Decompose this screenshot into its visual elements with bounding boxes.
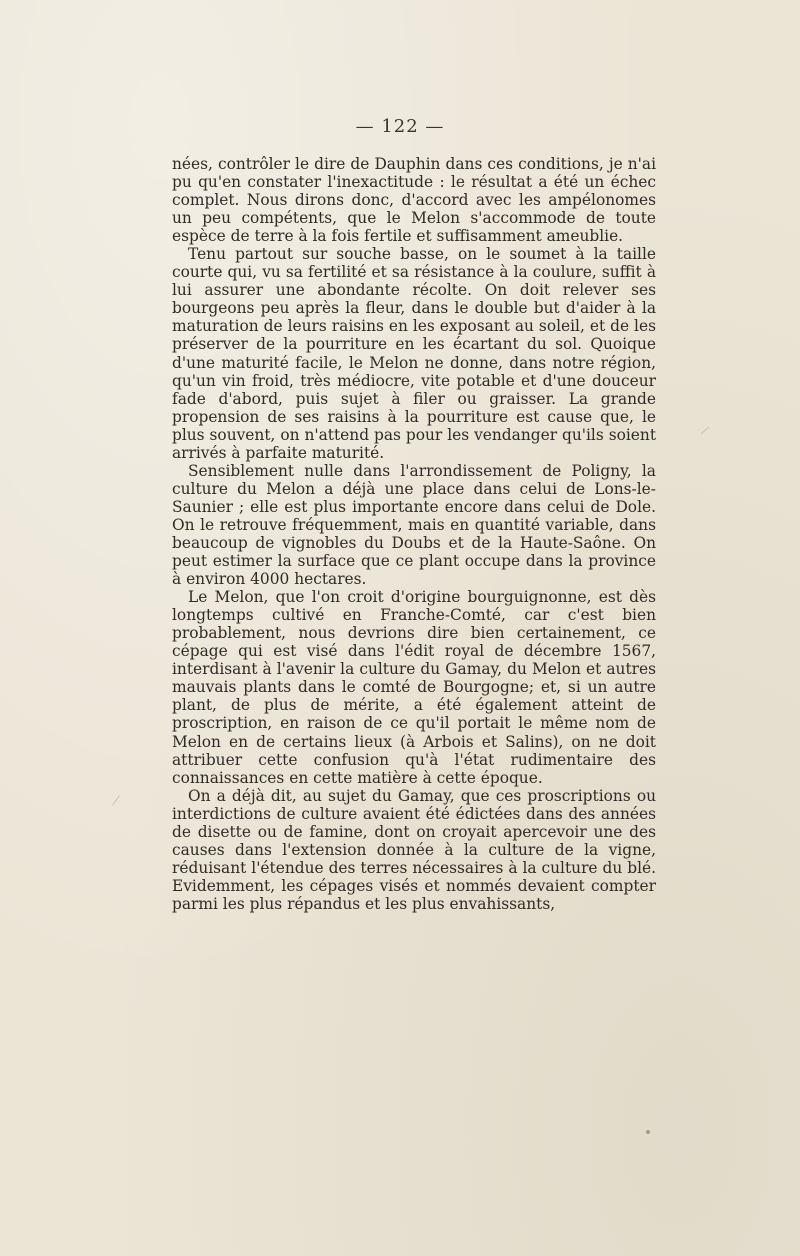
paragraph-1: nées, contrôler le dire de Dauphin dans ces conditions, je n'ai pu qu'en constater l'inexactitude : le résultat a été un échec complet. Nous dirons donc, d'accord avec les ampélonomes un peu compétents, que le Melon s'accommode de toute espèce de terre à la fois fertile et suffisamment ameublie. — [172, 155, 656, 246]
paragraph-5: On a déjà dit, au sujet du Gamay, que ces proscriptions ou interdictions de culture avaient été édictées dans des années de disette ou de famine, dont on croyait apercevoir une des causes dans l'extension donnée à la culture de la vigne, réduisant l'étendue des terres nécessaires à la culture du blé. Evidemment, les cépages visés et nommés devaient compter parmi les plus répandus et les plus envahissants, — [172, 786, 656, 913]
body-text — [172, 155, 656, 913]
paragraph-2: Tenu partout sur souche basse, on le soumet à la taille courte qui, vu sa fertilité et sa résistance à la coulure, suffit à lui assurer une abondante récolte. On doit relever ses bourgeons peu après la fleur, dans le double but d'aider à la maturation de leurs raisins en les exposant au soleil, et de les préserver de la pourriture en les écartant du sol. Quoique d'une maturité facile, le Melon ne donne, dans notre région, qu'un vin froid, très médiocre, vite potable et d'une douceur fade d'abord, puis sujet à filer ou graisser. La grande propension de ses raisins à la pourriture est cause que, le plus souvent, on n'attend pas pour les vendanger qu'ils soient arrivés à parfaite maturité. — [172, 245, 656, 462]
paragraph-3: Sensiblement nulle dans l'arrondissement de Poligny, la culture du Melon a déjà une place dans celui de Lons-le-Saunier ; elle est plus importante encore dans celui de Dole. On le retrouve fréquemment, mais en quantité variable, dans beaucoup de vignobles du Doubs et de la Haute-Saône. On peut estimer la surface que ce plant occupe dans la province à environ 4000 hectares. — [172, 461, 656, 589]
paragraph-4: Le Melon, que l'on croit d'origine bourguignonne, est dès longtemps cultivé en Franche-Comté, car c'est bien probablement, nous devrions dire bien certainement, ce cépage qui est visé dans l'édit royal de décembre 1567, interdisant à l'avenir la culture du Gamay, du Melon et autres mauvais plants dans le comté de Bourgogne; et, si un autre plant, de plus de mérite, a été également atteint de proscription, en raison de ce qu'il portait le même nom de Melon en de certains lieux (à Arbois et Salins), on ne doit attribuer cette confusion qu'à l'état rudimentaire des connaissances en cette matière à cette époque. — [172, 588, 656, 787]
paper-speck — [646, 1130, 650, 1134]
paper-scratch — [112, 795, 120, 805]
page-number: — 122 — — [355, 116, 445, 137]
paper-scratch — [701, 427, 709, 434]
